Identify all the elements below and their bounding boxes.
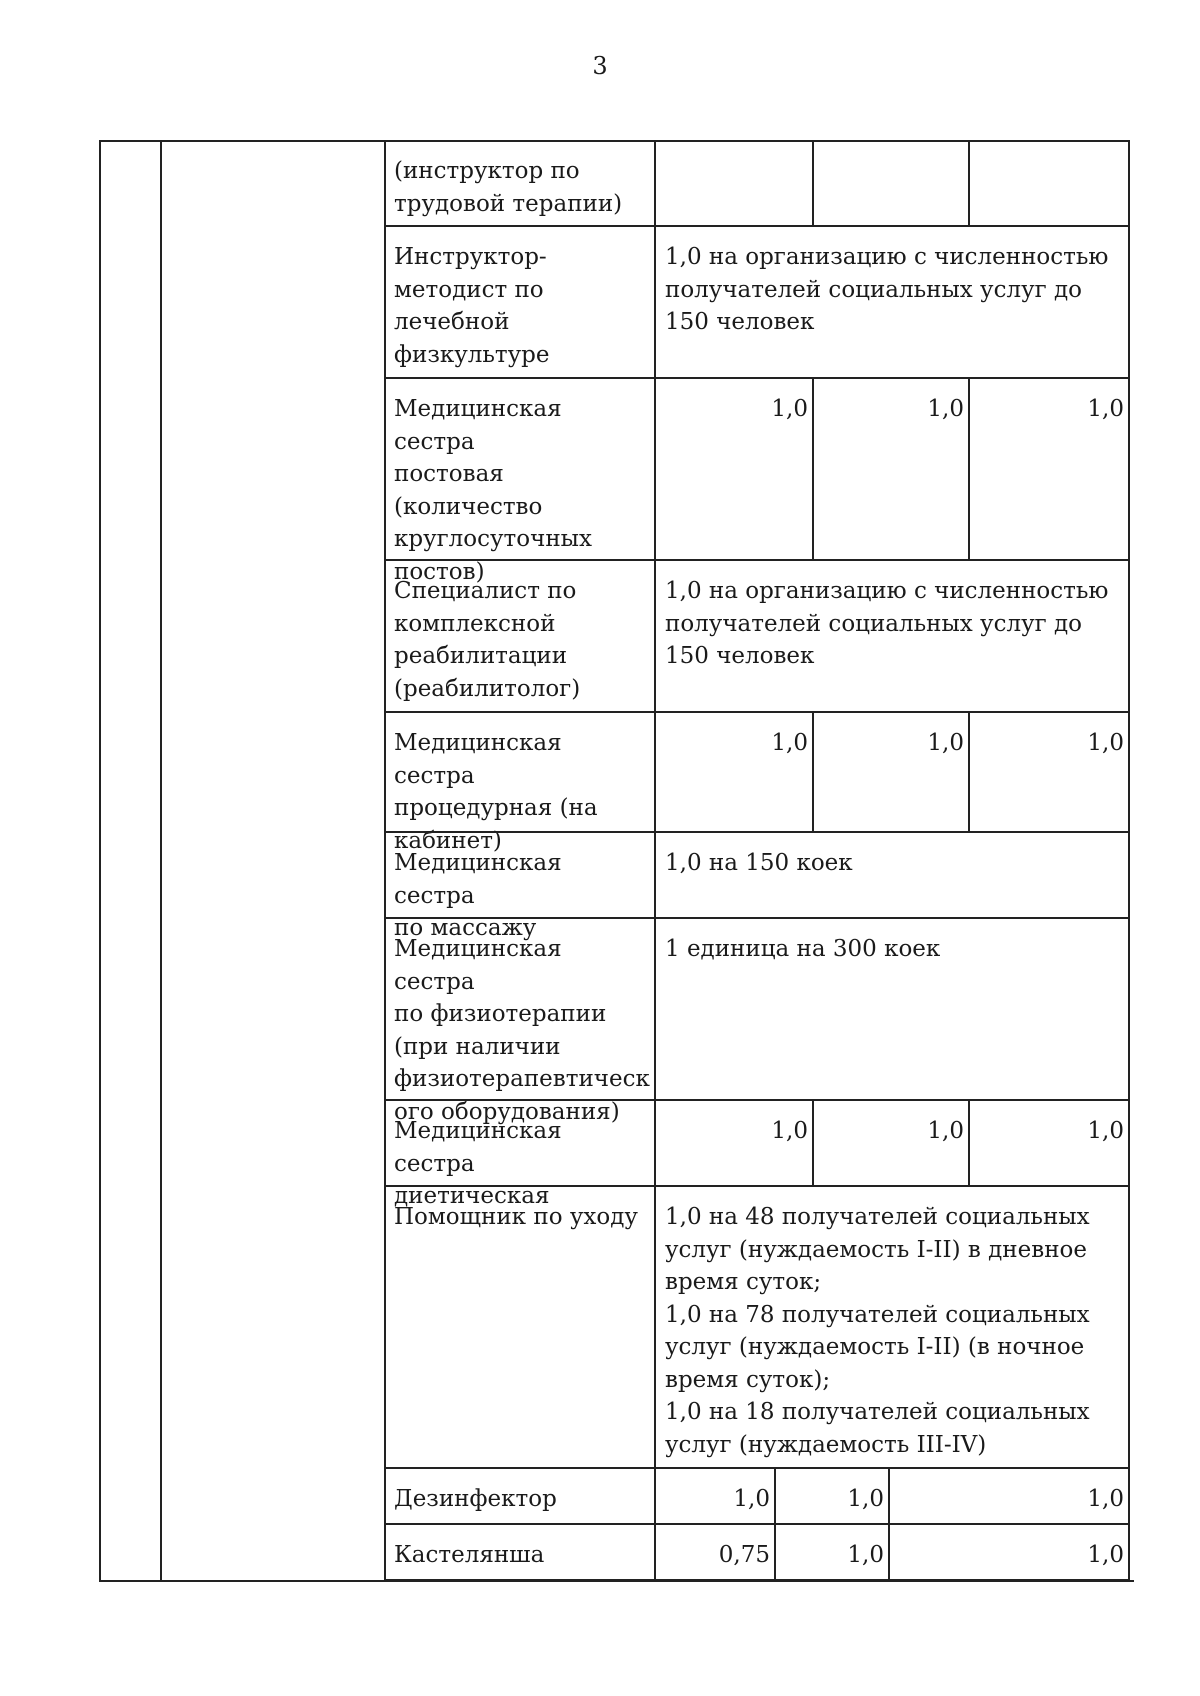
- value-cell: 1,0: [927, 730, 964, 756]
- table-col-divider: [812, 140, 814, 226]
- table-col-divider: [654, 918, 656, 1100]
- position-cell: Кастелянша: [394, 1542, 545, 1568]
- position-cell: Инструктор- методист по лечебной физкультуре: [394, 244, 550, 368]
- table-col-divider: [654, 140, 656, 226]
- table-left-border: [99, 140, 101, 1580]
- value-cell: 1,0: [733, 1486, 770, 1512]
- norm-cell: 1,0 на организацию с численностью получателей социальных услуг до 150 человек: [665, 244, 1109, 335]
- position-cell: Медицинская сестра диетическая: [394, 1118, 562, 1209]
- table-col-divider: [654, 226, 656, 378]
- page-number: 3: [592, 52, 608, 80]
- table-col-divider-1: [160, 140, 162, 1580]
- value-cell: 1,0: [1087, 396, 1124, 422]
- table-col-divider: [968, 140, 970, 226]
- position-cell: Специалист по комплексной реабилитации (реабилитолог): [394, 578, 581, 702]
- position-cell: Медицинская сестра по физиотерапии (при наличии физиотерапевтическ ого оборудования): [394, 936, 650, 1125]
- position-cell: Дезинфектор: [394, 1486, 557, 1512]
- value-cell: 1,0: [847, 1486, 884, 1512]
- position-cell: Медицинская сестра процедурная (на кабинет): [394, 730, 598, 854]
- table-col-divider: [654, 1186, 656, 1468]
- norm-cell: 1,0 на 150 коек: [665, 850, 853, 876]
- value-cell: 1,0: [771, 396, 808, 422]
- value-cell: 1,0: [1087, 1118, 1124, 1144]
- norm-cell: 1,0 на организацию с численностью получателей социальных услуг до 150 человек: [665, 578, 1109, 669]
- value-cell: 1,0: [1087, 1542, 1124, 1568]
- table-col-divider: [654, 832, 656, 918]
- value-cell: 1,0: [771, 1118, 808, 1144]
- value-cell: 1,0: [927, 1118, 964, 1144]
- value-cell: 1,0: [927, 396, 964, 422]
- value-cell: 0,75: [718, 1542, 770, 1568]
- norm-cell: 1,0 на 48 получателей социальных услуг (нуждаемость I-II) в дневное время суток; 1,0 на 78 получателей социальных услуг (нуждаемость I-II) (в ночное время суток); 1,0 на 18 получателей социальных услуг (нуждаемость III-IV): [665, 1204, 1090, 1458]
- position-cell: Медицинская сестра по массажу: [394, 850, 562, 941]
- value-cell: 1,0: [1087, 730, 1124, 756]
- table-bottom-border: [99, 1580, 1134, 1582]
- position-cell: (инструктор по трудовой терапии): [394, 158, 623, 217]
- value-cell: 1,0: [1087, 1486, 1124, 1512]
- value-cell: 1,0: [847, 1542, 884, 1568]
- norm-cell: 1 единица на 300 коек: [665, 936, 941, 962]
- position-cell: Медицинская сестра постовая (количество круглосуточных постов): [394, 396, 592, 585]
- table-col-divider: [654, 560, 656, 712]
- value-cell: 1,0: [771, 730, 808, 756]
- position-cell: Помощник по уходу: [394, 1204, 638, 1230]
